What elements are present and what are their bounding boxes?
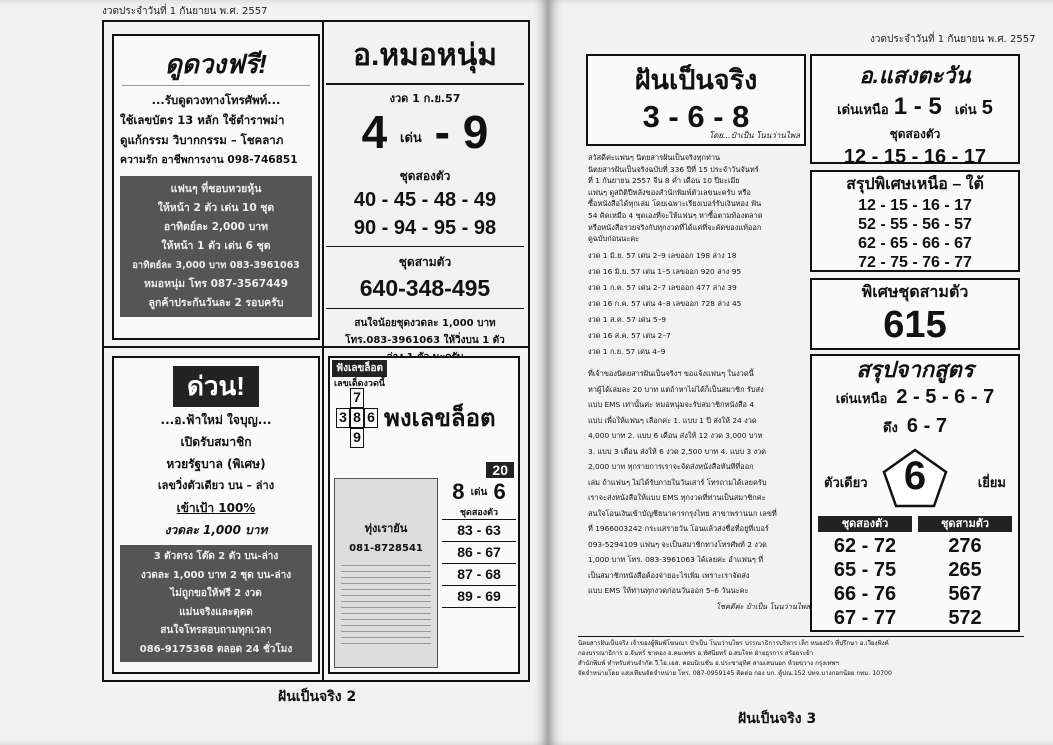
dudoung-line: ...รับดูดวงทางโทรศัพท์... xyxy=(151,93,281,107)
mornum-den-row: 4 เด่น - 9 xyxy=(326,107,524,163)
formula-three-list xyxy=(918,534,1012,630)
formula-three-head: ชุดสามตัว xyxy=(918,516,1012,532)
article-line: 54 คิดเหมือ 4 ชุดเองที่จะให้แฟนๆ หาซื้อตามท้องตลาด xyxy=(588,210,763,220)
left-page-header: งวดประจำวันที่ 1 กันยายน พ.ศ. 2557 xyxy=(102,6,268,17)
mornum-three: 640-348-495 xyxy=(326,272,524,309)
sang-den2-label: เด่น xyxy=(954,103,977,118)
sang-ad xyxy=(810,54,1020,168)
dudoung-shaded-line: แฟนๆ ที่ชอบหวยหุ้น xyxy=(170,183,262,195)
special-ad xyxy=(810,278,1020,350)
mornum-ad xyxy=(326,30,524,346)
article-line: 4,000 บาท 2. แบบ 6 เดือน ส่งให้ 12 งวด 3,000 บาท xyxy=(588,431,763,440)
article-line: สวัสดีค่ะแฟนๆ นิตยสารฝันเป็นจริงทุกท่าน xyxy=(588,153,721,162)
record-row: งวด 16 ก.ค. 57 เด่น 4–8 เลขออก 728 ล่าง 45 xyxy=(588,299,742,308)
mornum-den-right: 9 xyxy=(462,106,489,158)
formula-two-list xyxy=(818,534,912,630)
records-list xyxy=(588,248,810,360)
duan-line: หวยรัฐบาล (พิเศษ) xyxy=(166,457,266,471)
phong-den-block xyxy=(442,480,516,608)
mornum-note: โทร.083-3961063 ให้วิ่งบน 1 ตัว xyxy=(345,335,505,346)
phong-shop-fineprint xyxy=(341,564,431,644)
formula-two-row: 66 - 76 xyxy=(833,583,897,605)
fan-title-box xyxy=(586,54,806,146)
article-intro xyxy=(588,152,810,245)
phong-grid-cell: 9 xyxy=(350,428,364,448)
phong-den-right: 6 xyxy=(493,479,506,504)
dudoung-shaded-panel xyxy=(120,176,312,317)
formula-den-nums: 2 - 5 - 6 - 7 xyxy=(896,386,995,408)
duan-line: งวดละ 1,000 บาท xyxy=(164,523,268,537)
duan-line: เข้าเป้า 100% xyxy=(176,501,256,515)
dudoung-shaded-line: อาทิตย์ละ 2,000 บาท xyxy=(163,221,269,233)
sarup-title: สรุปพิเศษเหนือ – ใต้ xyxy=(846,176,984,193)
dudoung-shaded-line: ลูกค้าประกันวันละ 2 รอบครับ xyxy=(148,297,284,309)
formula-three-row: 276 xyxy=(948,535,982,557)
article-line: แบบ EMS ให้ท่านทุกงวดก่อนวันออก 5–6 วันนะคะ xyxy=(588,586,749,595)
sarup-ad xyxy=(810,170,1020,272)
record-row: งวด 1 ก.ย. 57 เด่น 4–9 xyxy=(588,347,666,356)
article-line: ดูฉบับก่อนนะคะ xyxy=(588,234,640,244)
article-line: 2,000 บาท ทุกรายการเราจะจัดส่งหนังสือทันทีที่ออก xyxy=(588,462,754,471)
left-page-footer: ฝันเป็นจริง 2 xyxy=(278,689,357,705)
formula-den-row xyxy=(812,384,1018,413)
record-row: งวด 16 ส.ค. 57 เด่น 2–7 xyxy=(588,331,671,340)
formula-two-row: 62 - 72 xyxy=(833,535,897,557)
article-line: เราจะส่งหนังสือให้แบบ EMS ทุกงวดที่ท่านเป็นสมาชิกค่ะ xyxy=(588,493,766,502)
pentagon-icon xyxy=(882,448,948,508)
phong-ad xyxy=(328,356,520,674)
mornum-two-row: 90 - 94 - 95 - 98 xyxy=(326,214,524,247)
dudoung-line: ใช้เลขบัตร 13 หลัก ใช้ตำราพม่า xyxy=(120,113,285,127)
article-line: ที่ 1 กันยายน 2557 จีน 8 ค่ำ เดือน 10 ปีมะเมีย xyxy=(588,176,740,186)
phong-shop-name: ทุ่งเรายัน xyxy=(364,522,408,535)
phong-sub: เลขเด็ดงวดนี้ xyxy=(334,379,385,389)
formula-ding-label: ดึง xyxy=(883,421,898,436)
formula-three-row: 572 xyxy=(948,607,982,629)
formula-ad xyxy=(810,354,1020,632)
special-number: 615 xyxy=(883,304,947,346)
mornum-two-row: 40 - 45 - 48 - 49 xyxy=(353,189,497,211)
dudoung-title: ดูดวงฟรี! xyxy=(122,44,310,86)
sarup-row: 52 - 55 - 56 - 57 xyxy=(858,216,972,233)
sang-title: อ.แสงตะวัน xyxy=(859,63,971,88)
dudoung-shaded-line: หมอหนุ่ม โทร 087-3567449 xyxy=(143,278,289,290)
dudoung-shaded-line: ให้หน้า 2 ตัว เด่น 10 ชุด xyxy=(157,202,275,214)
special-title: พิเศษชุดสามตัว xyxy=(861,284,969,301)
phong-pair: 86 - 67 xyxy=(442,541,516,563)
duan-shaded-line: สนใจโทรสอบถามทุกเวลา xyxy=(160,625,272,636)
duan-shaded-line: 086-9175368 ตลอด 24 ชั่วโมง xyxy=(139,643,293,655)
article-body xyxy=(588,366,810,614)
phong-pair: 87 - 68 xyxy=(442,563,516,585)
article-signoff: โชคดีค่ะ ป๋าเป็น โนนว่านไพล xyxy=(716,601,810,611)
right-page xyxy=(548,0,1053,745)
sarup-row: 72 - 75 - 76 - 77 xyxy=(858,254,972,271)
article-line: หาผู้ได้เล่มละ 20 บาท แต่ถ้าหาไม่ได้ก็เป็นสมาชิก รับส่ง xyxy=(588,384,764,394)
credits-line: จัดจำหน่ายโดย แสงเทียนจัดจำหน่าย โทร. 087-0959145 คิดต่อ กอง บก. ตู้ปณ.152 ปทจ.บางกอกน้อย กทม. 10700 xyxy=(578,670,892,677)
phong-grid xyxy=(336,388,380,450)
mornum-den-left: 4 xyxy=(361,106,388,158)
mornum-den-label: เด่น xyxy=(400,130,422,145)
record-row: งวด 1 ก.ค. 57 เด่น 2–7 เลขออก 477 ล่าง 39 xyxy=(588,283,737,292)
dudoung-shaded-line: ให้หน้า 1 ตัว เด่น 6 ชุด xyxy=(161,240,271,252)
phong-issue-number: 20 xyxy=(486,462,514,478)
mornum-date: งวด 1 ก.ย.57 xyxy=(389,92,461,105)
article-line: 1,000 บาท โทร. 083-3961063 ได้เลยค่ะ อำแฟนๆ ที่ xyxy=(588,555,764,564)
duan-shaded-panel xyxy=(120,545,312,662)
credits xyxy=(578,636,1024,679)
fan-title: ฝันเป็นจริง xyxy=(634,65,758,95)
article-line: ที่ 1966003242 กระแสรายวัน โอนแล้วส่งชื่อที่อยู่ที่เบอร์ xyxy=(588,524,769,533)
formula-ding-row xyxy=(812,413,1018,442)
record-row: งวด 1 ส.ค. 57 เด่น 5–9 xyxy=(588,315,667,324)
formula-title: สรุปจากสูตร xyxy=(856,357,974,382)
credits-line: สำนักพิมพ์ ทำหรับส่วนจำกัด วี.ไอ.เอส. คอมบิเนชั่น อ.ประชาอุทิศ สามเสนนอก ห้วยขวาง กรุงเทพฯ xyxy=(578,660,839,667)
article-line: ซื้อหนังสือได้ทุกเล่ม โดยเฉพาะเรียงเบอร์รับเงินทอง ฟัน xyxy=(588,199,762,209)
credits-line: กองบรรณาธิการ อ.จันทร์ ชาดอง อ.คมเพชร อ.ทัศนียทร์ อ.สมใจท ฝ่ายธุรการ สร้อยระย้า xyxy=(578,650,814,657)
formula-two-head: ชุดสองตัว xyxy=(818,516,912,532)
phong-grid-cell: 6 xyxy=(364,408,378,428)
fan-byline: โดย...ป๋าเป็น โนนว่านไพล xyxy=(708,131,800,140)
phong-grid-cell: 8 xyxy=(350,408,364,428)
phong-title: พงเลขล็อต xyxy=(384,405,496,432)
dudoung-shaded-line: อาทิตย์ละ 3,000 บาท 083-3961063 xyxy=(132,260,300,271)
record-row: งวด 16 มิ.ย. 57 เด่น 1–5 เลขออก 920 ล่าง 95 xyxy=(588,267,742,276)
mornum-title: อ.หมอหนุ่ม xyxy=(326,32,524,85)
formula-den-label: เด่นเหนือ xyxy=(835,392,888,407)
duan-line: เลขวิ่งตัวเดียว บน – ล่าง xyxy=(157,479,275,492)
phong-den-row xyxy=(442,480,516,505)
article-line: เล่ม ถ้าแฟนๆ ไม่ได้รับภายในวันเสาร์ โทรถามได้เลยครับ xyxy=(588,477,767,487)
article-line: แฟนๆ ดูสถิติปีหลังของสำนักพิมพ์ตัวเลขนะครับ หรือ xyxy=(588,187,751,197)
mornum-three-label: ชุดสามตัว xyxy=(398,255,452,269)
phong-pair: 83 - 63 xyxy=(442,519,516,541)
mornum-two-label: ชุดสองตัว xyxy=(399,169,451,183)
sang-den-nums: 1 - 5 xyxy=(893,93,942,120)
left-divider-vertical xyxy=(322,22,324,680)
sang-two-label: ชุดสองตัว xyxy=(889,127,941,141)
sang-den-label: เด่นเหนือ xyxy=(837,103,889,118)
article-line: 3. แบบ 3 เดือน ส่งให้ 6 งวด 2,500 บาท 4. แบบ 3 งวด xyxy=(588,446,767,456)
phong-two-label: ชุดสองตัว xyxy=(459,508,499,519)
phong-den-left: 8 xyxy=(452,479,465,504)
duan-shaded-line: งวดละ 1,000 บาท 2 ชุด บน-ล่าง xyxy=(140,569,292,581)
dudoung-phone: ความรัก อาชีพการงาน 098-746851 xyxy=(120,154,298,166)
credits-line: นิตยสารฝันเป็นจริง เจ้าของผู้พิมพ์โฆษณา ป๋าเป็น โนนว่านไพร บรรณาธิการบริหาร เล็ก หนองบัว ที่ปรึกษา อ.เวียงพิงค์ xyxy=(578,640,889,647)
phong-grid-cell: 3 xyxy=(336,408,350,428)
article-line: นิตยสารฝันเป็นจริงฉบับที่ 336 ปีที่ 15 ประจำวันจันทร์ xyxy=(588,164,759,174)
formula-two-row: 67 - 77 xyxy=(833,607,897,629)
sang-two: 12 - 15 - 16 - 17 xyxy=(843,146,987,168)
article-line: แบบ EMS เท่านั้นค่ะ หมอหนุ่มจะรับสมาชิกหนังสือ 4 xyxy=(588,400,754,409)
record-row: งวด 1 มิ.ย. 57 เด่น 2–9 เลขออก 198 ล่าง 18 xyxy=(588,251,737,260)
formula-three-row: 567 xyxy=(948,583,982,605)
phong-shop-phone: 081-8728541 xyxy=(349,543,423,554)
phong-pair: 89 - 69 xyxy=(442,585,516,608)
duan-shaded-line: 3 ตัวตรง โต๊ด 2 ตัว บน-ล่าง xyxy=(153,551,279,562)
sang-den2-num: 5 xyxy=(981,97,993,119)
fan-numbers: 3 - 6 - 8 xyxy=(642,99,750,134)
formula-three-row: 265 xyxy=(948,559,982,581)
article-line: 093-5294109 แฟนๆ จะเป็นสมาชิกทางโทรศัพท์ 2 งวด xyxy=(588,539,767,549)
sarup-row: 12 - 15 - 16 - 17 xyxy=(858,197,972,214)
phong-tag: ฟังเลขล็อต xyxy=(332,360,387,377)
sang-den-row xyxy=(812,93,1018,125)
article-line: เป็นสมาชิกหนังสือต้องจ่ายอะไรเพิ่ม เพราะเราจัดส่ง xyxy=(588,570,750,580)
article-line: แบบ เพื่อให้แฟนๆ เลือกค่ะ 1. แบบ 1 ปี ส่งให้ 24 งวด xyxy=(588,415,757,425)
right-page-footer: ฝันเป็นจริง 3 xyxy=(738,711,817,727)
right-page-header: งวดประจำวันที่ 1 กันยายน พ.ศ. 2557 xyxy=(870,34,1036,45)
article-line: หรือหนังสือรวยจริงกับทุกงวดที่ได้แค่ที่จะคัดของแท้ออก xyxy=(588,222,762,232)
mornum-note: สนใจน้อยชุดงวดละ 1,000 บาท xyxy=(354,318,496,329)
duan-title: ด่วน! xyxy=(173,366,259,407)
phong-shop-ad xyxy=(334,478,438,668)
formula-yiam-label: เยี่ยม xyxy=(977,476,1006,491)
dudoung-ad xyxy=(112,34,320,340)
duan-shaded-line: แม่นจริงและดุดด xyxy=(179,606,253,618)
formula-two-row: 65 - 75 xyxy=(833,559,897,581)
left-divider-horizontal xyxy=(104,346,528,348)
formula-single-label: ตัวเดียว xyxy=(824,476,868,491)
duan-ad xyxy=(112,356,320,674)
duan-shaded-line: ไม่ถูกขอให้ฟรี 2 งวด xyxy=(170,588,262,599)
phong-den-label: เด่น xyxy=(470,487,488,499)
formula-ding-nums: 6 - 7 xyxy=(906,415,947,437)
sarup-row: 62 - 65 - 66 - 67 xyxy=(858,235,972,252)
article-line: สนใจโอนเงินเข้าบัญชีธนาคารกรุงไทย สาขาพรานนก เลขที่ xyxy=(588,508,777,518)
article-line: ที่เจ้าของนิตยสารฝันเป็นจริงฯ ขอแจ้งแฟนๆ ในงวดนี้ xyxy=(588,369,754,378)
formula-single-number: 6 xyxy=(903,454,927,498)
dudoung-line: ดูแก้กรรม วิบากกรรม – โชคลาภ xyxy=(120,133,284,147)
phong-grid-cell: 7 xyxy=(350,388,364,408)
duan-line: ...อ.ฟ้าใหม่ ใจบุญ... xyxy=(160,413,272,427)
duan-line: เปิดรับสมาชิก xyxy=(180,435,252,449)
